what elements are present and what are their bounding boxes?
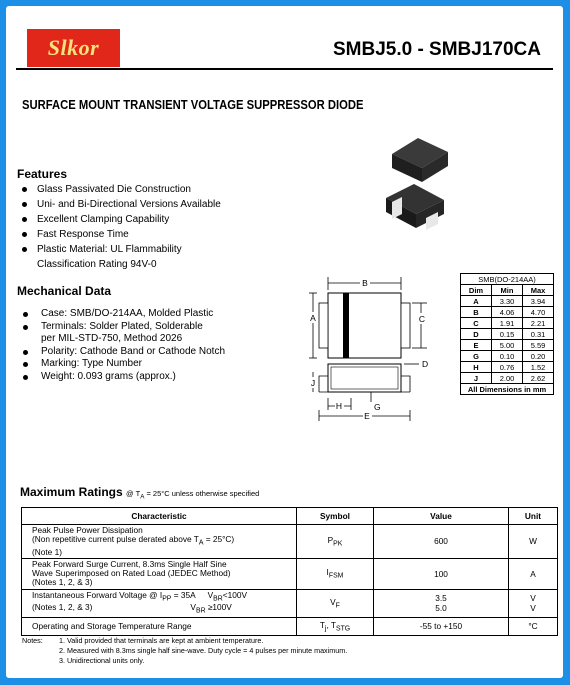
sym-text: T — [319, 620, 325, 631]
dim-cell: J — [461, 373, 492, 384]
mr-symbol — [297, 589, 374, 617]
dim-row — [461, 362, 554, 373]
char-sub: PP — [162, 595, 172, 603]
note-item: 3. Unidirectional units only. — [59, 656, 145, 665]
dim-label-c: C — [418, 314, 426, 324]
mechanical-item-continuation: per MIL-STD-750, Method 2026 — [41, 333, 183, 344]
dim-cell: A — [461, 296, 492, 307]
max-ratings-heading — [20, 485, 259, 501]
char-line: Wave Superimposed on Rated Load (JEDEC Method) — [32, 568, 231, 579]
mechanical-item: Weight: 0.093 grams (approx.) — [17, 371, 225, 384]
char-text: ≥100V — [205, 602, 232, 613]
logo-text: Slkor — [47, 35, 100, 60]
mr-col-header: Characteristic — [22, 508, 297, 525]
char-line: Peak Forward Surge Current, 8.3ms Single Half Sine — [32, 559, 227, 570]
notes-section — [22, 636, 347, 666]
dim-cell: 0.15 — [492, 329, 523, 340]
mechanical-item: Terminals: Solder Plated, Solderable — [17, 321, 225, 334]
mr-symbol — [297, 525, 374, 559]
max-ratings-condition — [126, 489, 260, 501]
mr-row-forward-surge — [22, 558, 558, 589]
char-line — [32, 603, 293, 616]
dim-cell: 0.31 — [523, 329, 554, 340]
char-line: (Note 1) — [32, 546, 62, 557]
dim-cell: H — [461, 362, 492, 373]
mr-unit: °C — [509, 617, 558, 635]
package-outline-diagram — [301, 268, 441, 428]
mr-unit: W — [509, 525, 558, 559]
feature-item: Fast Response Time — [17, 227, 221, 242]
sym-sub: STG — [335, 625, 351, 633]
char-sub: BR — [195, 607, 206, 615]
features-list — [17, 182, 221, 272]
dim-label-j: J — [310, 378, 316, 388]
dimensions-table-title: SMB(DO-214AA) — [461, 274, 554, 285]
dim-cell: 2.00 — [492, 373, 523, 384]
value-line: 5.0 — [435, 603, 447, 614]
dim-label-b: B — [362, 278, 368, 288]
dim-col-header: Max — [523, 285, 554, 296]
mr-col-header: Unit — [509, 508, 558, 525]
unit-line: V — [530, 593, 536, 604]
mechanical-data-heading: Mechanical Data — [17, 284, 112, 298]
char-text: Instantaneous Forward Voltage @ I — [32, 589, 163, 600]
dim-cell: 4.06 — [492, 307, 523, 318]
dim-cell: C — [461, 318, 492, 329]
dim-cell: 2.62 — [523, 373, 554, 384]
feature-item: Glass Passivated Die Construction — [17, 182, 221, 197]
char-text: (Notes 1, 2, & 3) — [32, 602, 93, 613]
char-text: <100V — [222, 589, 248, 600]
sym-sub: PK — [333, 540, 343, 548]
char-line: (Notes 1, 2, & 3) — [32, 577, 93, 588]
features-heading: Features — [17, 167, 68, 181]
dim-row — [461, 318, 554, 329]
char-line — [32, 535, 293, 548]
sym-text: P — [327, 535, 334, 545]
condition-prefix: @ T — [126, 489, 141, 498]
package-photo-illustration — [378, 128, 458, 238]
dim-cell: 0.76 — [492, 362, 523, 373]
dim-row — [461, 307, 554, 318]
dim-cell: 3.94 — [523, 296, 554, 307]
dim-col-header: Min — [492, 285, 523, 296]
dim-row — [461, 296, 554, 307]
dim-cell: 0.20 — [523, 351, 554, 362]
dim-row — [461, 329, 554, 340]
condition-suffix: = 25°C unless otherwise specified — [144, 489, 260, 498]
dim-cell: 1.91 — [492, 318, 523, 329]
char-text: (Non repetitive current pulse derated above T — [32, 534, 199, 544]
dim-cell: 4.70 — [523, 307, 554, 318]
max-ratings-table — [21, 507, 558, 636]
dimensions-table — [460, 273, 554, 395]
feature-item: Excellent Clamping Capability — [17, 212, 221, 227]
dim-label-e: E — [364, 411, 370, 421]
mr-row-forward-voltage — [22, 589, 558, 617]
max-ratings-title: Maximum Ratings — [20, 485, 123, 499]
mr-value — [374, 589, 509, 617]
sym-sub: FSM — [328, 572, 344, 580]
dim-label-h: H — [335, 401, 343, 411]
feature-item: Plastic Material: UL Flammability — [17, 242, 221, 257]
dim-cell: 1.52 — [523, 362, 554, 373]
feature-item-continuation: Classification Rating 94V-0 — [37, 259, 157, 270]
mr-symbol — [297, 558, 374, 589]
mechanical-data-list — [17, 308, 225, 383]
mr-col-header: Symbol — [297, 508, 374, 525]
mr-characteristic — [22, 589, 297, 617]
mr-characteristic: Operating and Storage Temperature Range — [22, 617, 297, 635]
char-line: Peak Pulse Power Dissipation — [32, 525, 143, 535]
mr-characteristic — [22, 558, 297, 589]
mr-row-peak-pulse-power — [22, 525, 558, 559]
condition-sub: A — [140, 493, 145, 501]
sym-sub: j — [324, 625, 327, 633]
dim-label-g: G — [374, 402, 381, 412]
dim-cell: B — [461, 307, 492, 318]
dim-row — [461, 351, 554, 362]
unit-line: V — [530, 603, 536, 614]
dim-row — [461, 373, 554, 384]
part-number-title: SMBJ5.0 - SMBJ170CA — [332, 39, 541, 60]
value-line: 3.5 — [435, 593, 447, 604]
mr-characteristic — [22, 525, 297, 559]
dim-cell: E — [461, 340, 492, 351]
char-text: V — [207, 589, 214, 600]
sym-sub: F — [335, 602, 340, 610]
header-divider — [16, 68, 553, 70]
dim-cell: D — [461, 329, 492, 340]
sym-text: , T — [326, 620, 336, 631]
note-item: 2. Measured with 8.3ms single half sine-wave. Duty cycle = 4 pulses per minute maximum. — [59, 646, 348, 655]
datasheet-page — [6, 6, 563, 678]
char-sub: A — [198, 539, 204, 547]
brand-logo — [27, 29, 120, 67]
mr-row-temperature-range — [22, 617, 558, 635]
mr-col-header: Value — [374, 508, 509, 525]
char-text: V — [190, 602, 196, 613]
dim-label-d: D — [422, 359, 429, 369]
sym-text: V — [330, 596, 336, 607]
dim-cell: 5.59 — [523, 340, 554, 351]
dim-cell: 3.30 — [492, 296, 523, 307]
mr-symbol — [297, 617, 374, 635]
char-sub: BR — [213, 595, 223, 603]
sym-text: I — [326, 567, 329, 578]
dim-row — [461, 340, 554, 351]
char-text: = 25°C) — [203, 534, 235, 544]
dim-cell: 5.00 — [492, 340, 523, 351]
feature-item: Uni- and Bi-Directional Versions Available — [17, 197, 221, 212]
mechanical-item: Polarity: Cathode Band or Cathode Notch — [17, 346, 225, 359]
dim-col-header: Dim — [461, 285, 492, 296]
mr-unit: A — [509, 558, 558, 589]
mechanical-item: Marking: Type Number — [17, 358, 225, 371]
dim-cell: 0.10 — [492, 351, 523, 362]
mr-value: 100 — [374, 558, 509, 589]
char-text: = 35A — [171, 589, 196, 600]
notes-label: Notes: — [22, 636, 43, 645]
mechanical-item: Case: SMB/DO-214AA, Molded Plastic — [17, 308, 225, 321]
dim-cell: 2.21 — [523, 318, 554, 329]
dim-label-a: A — [310, 313, 316, 323]
mr-unit — [509, 589, 558, 617]
dimensions-table-footer: All Dimensions in mm — [461, 384, 554, 395]
note-item: 1. Valid provided that terminals are kept at ambient temperature. — [59, 636, 264, 645]
dim-cell: G — [461, 351, 492, 362]
mr-value: 600 — [374, 525, 509, 559]
mr-value: -55 to +150 — [374, 617, 509, 635]
document-subtitle: SURFACE MOUNT TRANSIENT VOLTAGE SUPPRESSOR DIODE — [22, 98, 364, 112]
